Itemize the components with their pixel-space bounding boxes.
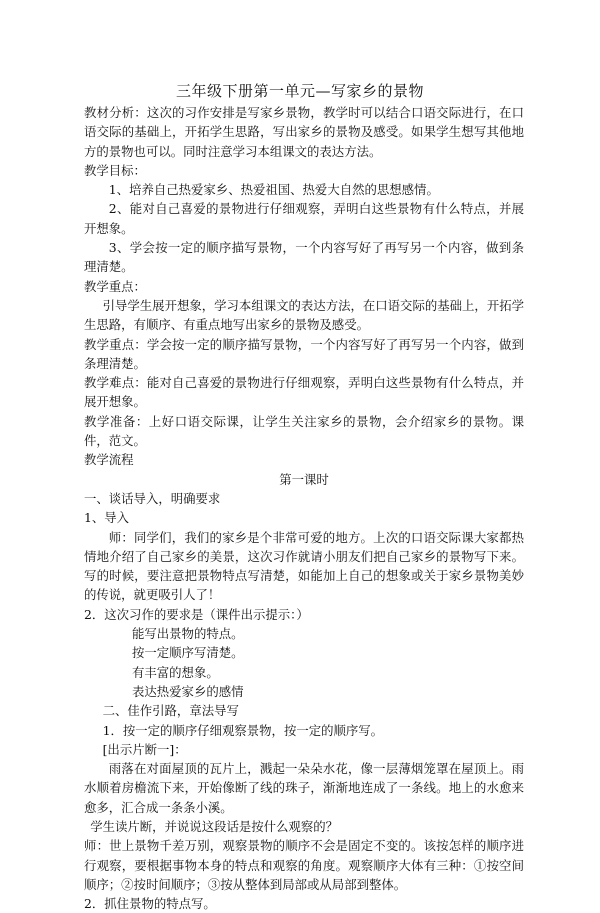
section-1-heading: 一、谈话导入，明确要求	[84, 490, 221, 506]
section-2-2: 2．抓住景物的特点写。	[84, 896, 216, 912]
section-1-2: 2．这次习作的要求是（课件出示提示：）	[84, 606, 309, 622]
flow-heading: 教学流程	[84, 452, 134, 468]
teacher-explanation: 师：世上景物千差万别，观察景物的顺序不会是固定不变的。该按怎样的顺序进行观察，要根据事物本身的特点和观察的角度。观察顺序大体有三种：①按空间顺序；②按时间顺序；③按从整体到局部或从局部到整体。	[84, 838, 524, 892]
document-title: 三年级下册第一单元—写家乡的景物	[175, 82, 424, 100]
goal-1: 1、培养自己热爱家乡、热爱祖国、热爱大自然的思想感情。	[108, 182, 439, 198]
goal-2: 2、能对自己喜爱的景物进行仔细观察，弄明白这些景物有什么特点，并展开想象。	[84, 201, 524, 236]
goal-3: 3、学会按一定的顺序描写景物，一个内容写好了再写另一个内容，做到条理清楚。	[84, 240, 524, 275]
preparation-paragraph: 教学准备：上好口语交际课，让学生关注家乡的景物，会介绍家乡的景物。课件，范文。	[84, 413, 524, 449]
analysis-paragraph: 教材分析：这次的习作安排是写家乡景物，教学时可以结合口语交际进行，在口语交际的基础上，开拓学生思路，写出家乡的景物及感受。如果学生想写其他地方的景物也可以。同时注意学习本组课文的表达方法。	[84, 105, 524, 159]
document-body	[84, 103, 524, 913]
excerpt-label: [出示片断一]：	[102, 741, 187, 757]
section-2-heading: 二、佳作引路，章法导写	[102, 703, 239, 719]
requirement-4: 表达热爱家乡的感情	[132, 683, 244, 699]
difficulty-paragraph: 教学难点：能对自己喜爱的景物进行仔细观察，弄明白这些景物有什么特点，并展开想象。	[84, 375, 524, 410]
student-question: 学生读片断，并说说这段话是按什么观察的？	[90, 818, 338, 834]
requirement-1: 能写出景物的特点。	[132, 626, 244, 642]
excerpt-text: 雨落在对面屋顶的瓦片上，溅起一朵朵水花，像一层薄烟笼罩在屋顶上。雨水顺着房檐流下来，开始像断了线的珠子，渐渐地连成了一条线。地上的水愈来愈多，汇合成一条条小溪。	[84, 761, 524, 815]
goals-heading: 教学目标：	[84, 162, 146, 178]
section-1-1: 1、导入	[84, 510, 130, 526]
teacher-intro: 师：同学们，我们的家乡是个非常可爱的地方。上次的口语交际课大家都热情地介绍了自己家乡的美景，这次习作就请小朋友们把自己家乡的景物写下来。写的时候，要注意把景物特点写清楚，如能加上自己的想象或关于家乡景物美妙的传说，就更吸引人了！	[84, 529, 524, 603]
requirement-3: 有丰富的想象。	[132, 664, 219, 680]
section-2-1: 1．按一定的顺序仔细观察景物，按一定的顺序写。	[102, 722, 384, 738]
requirement-2: 按一定顺序写清楚。	[132, 645, 244, 661]
key-heading: 教学重点：	[84, 278, 146, 294]
lesson-1-heading: 第一课时	[279, 471, 329, 487]
key-point-2: 教学重点：学会按一定的顺序描写景物，一个内容写好了再写另一个内容，做到条理清楚。	[84, 336, 524, 371]
key-text: 引导学生展开想象，学习本组课文的表达方法，在口语交际的基础上，开拓学生思路，有顺序、有重点地写出家乡的景物及感受。	[84, 297, 524, 333]
